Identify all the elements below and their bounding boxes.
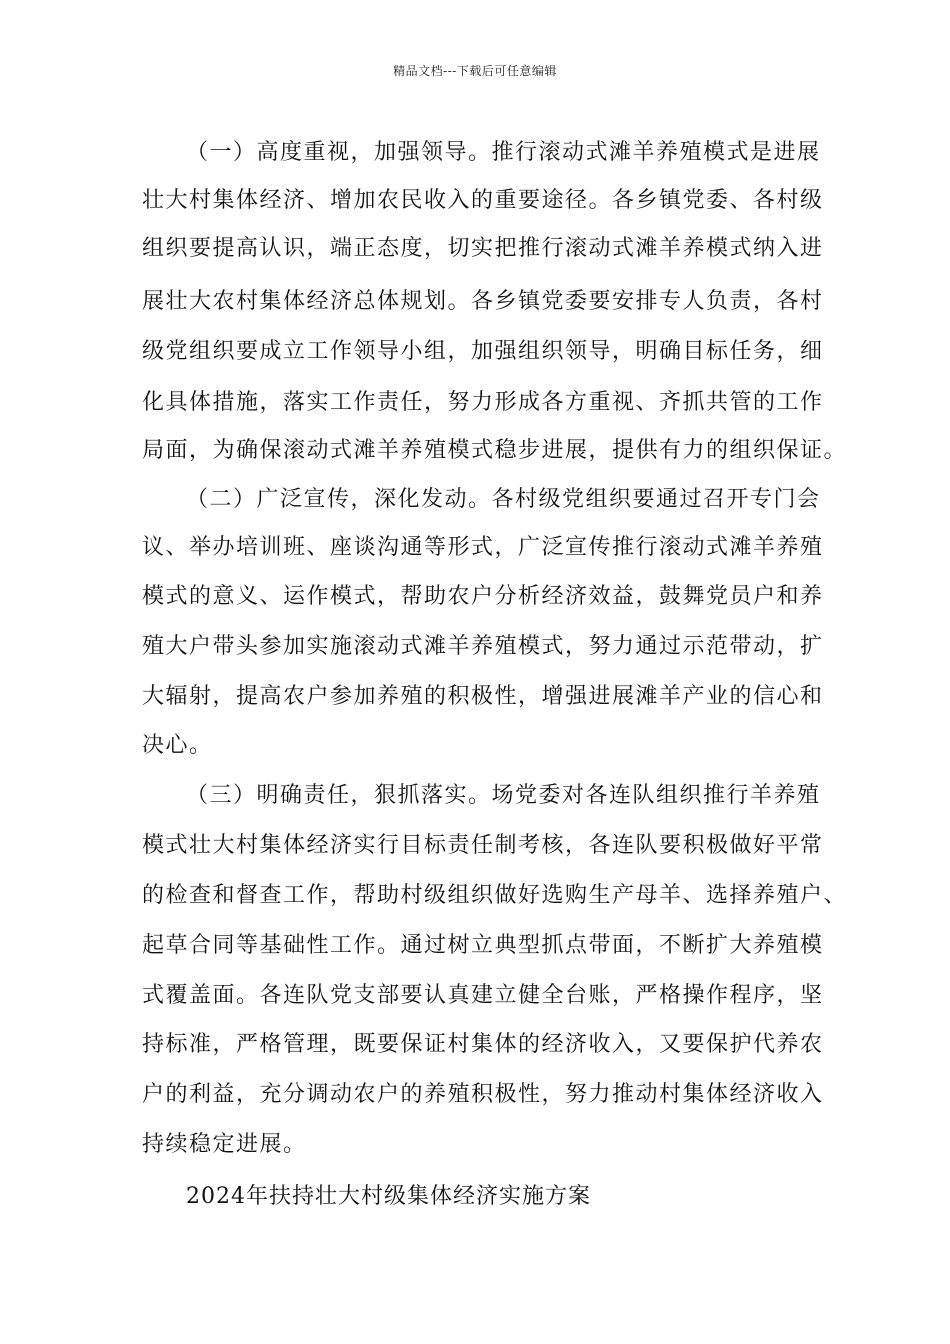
paragraph-line: 展壮大农村集体经济总体规划。各乡镇党委要安排专人负责，各村 [142, 289, 824, 314]
paragraph-line: （二）广泛宣传，深化发动。各村级党组织要通过召开专门会 [186, 487, 821, 512]
paragraph-line: 决心。 [142, 733, 213, 758]
paragraph-line: 殖大户带头参加实施滚动式滩羊养殖模式，努力通过示范带动，扩 [142, 634, 824, 659]
paragraph-line: （一）高度重视，加强领导。推行滚动式滩羊养殖模式是进展 [186, 140, 821, 165]
paragraph-line: 式覆盖面。各连队党支部要认真建立健全台账，严格操作程序，坚 [142, 983, 824, 1008]
paragraph-line: 级党组织要成立工作领导小组，加强组织领导，明确目标任务，细 [142, 339, 824, 364]
paragraph-line: 户的利益，充分调动农户的养殖积极性，努力推动村集体经济收入 [142, 1082, 824, 1107]
paragraph-line: 壮大村集体经济、增加农民收入的重要途径。各乡镇党委、各村级 [142, 188, 824, 213]
paragraph-line: 化具体措施，落实工作责任，努力形成各方重视、齐抓共管的工作 [142, 390, 824, 415]
paragraph-line: （三）明确责任，狠抓落实。场党委对各连队组织推行羊养殖 [186, 783, 821, 808]
paragraph-line: 模式壮大村集体经济实行目标责任制考核，各连队要积极做好平常 [142, 833, 824, 858]
closing-title: 2024年扶持壮大村级集体经济实施方案 [186, 1184, 591, 1209]
paragraph-line: 局面，为确保滚动式滩羊养殖模式稳步进展，提供有力的组织保证。 [142, 438, 848, 463]
paragraph-line: 的检查和督查工作，帮助村级组织做好选购生产母羊、选择养殖户、 [142, 883, 848, 908]
paragraph-line: 持续稳定进展。 [142, 1132, 307, 1157]
paragraph-line: 大辐射，提高农户参加养殖的积极性，增强进展滩羊产业的信心和 [142, 684, 824, 709]
paragraph-line: 组织要提高认识，端正态度，切实把推行滚动式滩羊养模式纳入进 [142, 236, 824, 261]
paragraph-line: 持标准，严格管理，既要保证村集体的经济收入，又要保护代养农 [142, 1032, 824, 1057]
paragraph-line: 议、举办培训班、座谈沟通等形式，广泛宣传推行滚动式滩羊养殖 [142, 535, 824, 560]
paragraph-line: 模式的意义、运作模式，帮助农户分析经济效益，鼓舞党员户和养 [142, 584, 824, 609]
page-header: 精品文档---下载后可任意编辑 [393, 64, 557, 78]
paragraph-line: 起草合同等基础性工作。通过树立典型抓点带面，不断扩大养殖模 [142, 933, 824, 958]
